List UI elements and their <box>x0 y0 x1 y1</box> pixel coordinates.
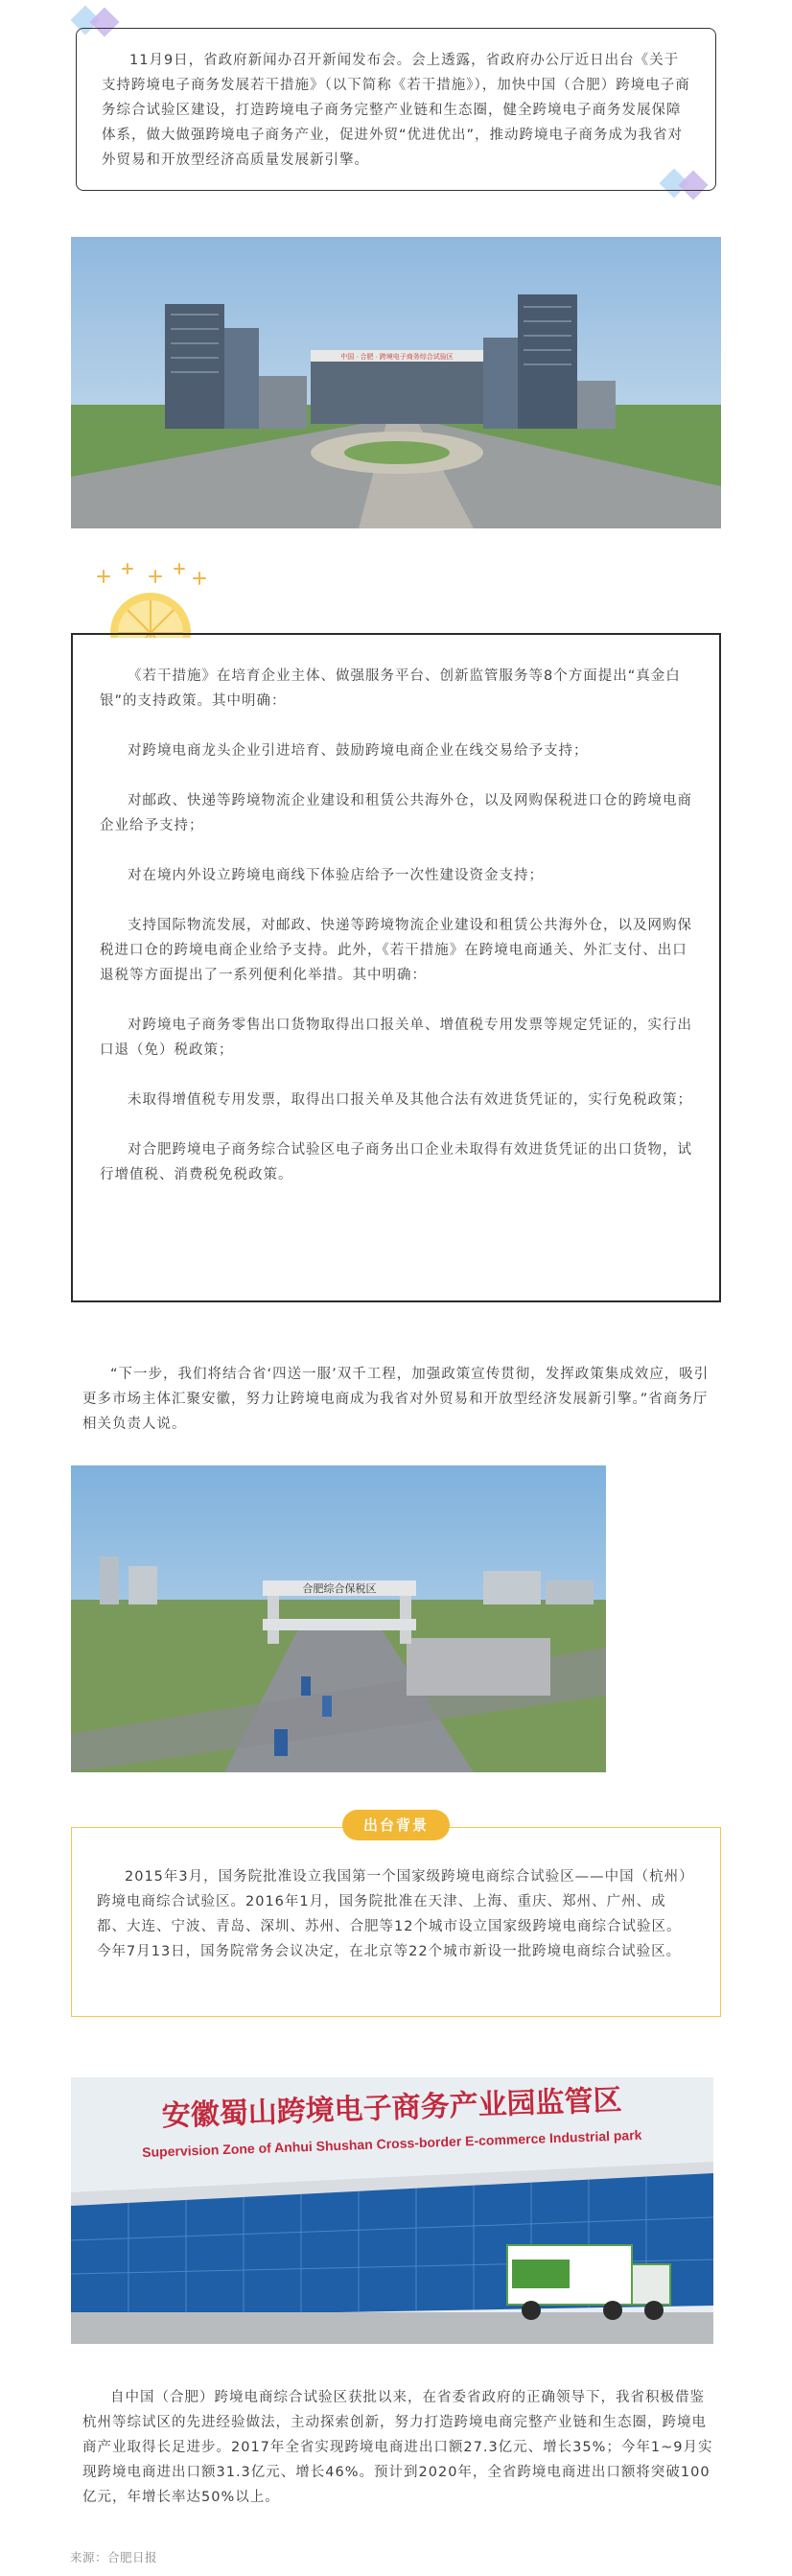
photo1-sign: 中国 · 合肥 · 跨境电子商务综合试验区 <box>340 354 454 361</box>
photo3-sign-en: Supervision Zone of Anhui Shushan Cross-border E-commerce Industrial park <box>141 2126 642 2161</box>
photo3-sign-cn: 安徽蜀山跨境电子商务产业园监管区 <box>161 2083 623 2134</box>
measures-paragraph: 未取得增值税专用发票，取得出口报关单及其他合法有效进货凭证的，实行免税政策； <box>128 1092 692 1108</box>
final-text: 自中国（合肥）跨境电商综合试验区获批以来，在省委省政府的正确领导下，我省积极借鉴杭州等综试区的先进经验做法，主动探索创新，努力打造跨境电商完整产业链和生态圈，跨境电商产业取得长足进步。2017年全省实现跨境电商进出口额27.3亿元、增长35%；今年1~9月实现跨境电商进出口额31.3亿元、增长46%。预计到2020年，全省跨境电商进出口额将突破100亿元，年增长率达50%以上。 <box>82 2390 713 2505</box>
intro-text: 11月9日，省政府新闻办召开新闻发布会。会上透露，省政府办公厅近日出台《关于支持跨境电子商务发展若干措施》（以下简称《若干措施》），加快中国（合肥）跨境电子商务综合试验区建设，打造跨境电子商务完整产业链和生态圈，健全跨境电子商务发展保障体系，做大做强跨境电子商务产业，促进外贸“优进优出”，推动跨境电子商务成为我省对外贸易和开放型经济高质量发展新引擎。 <box>102 53 690 168</box>
measures-paragraph: 对跨境电商龙头企业引进培育、鼓励跨境电商企业在线交易给予支持； <box>128 743 589 759</box>
measures-paragraph: 对合肥跨境电子商务综合试验区电子商务出口企业未取得有效进货凭证的出口货物，试行增值税、消费税免税政策。 <box>100 1142 692 1183</box>
measures-paragraph: 对邮政、快递等跨境物流企业建设和租赁公共海外仓，以及网购保税进口仓的跨境电商企业给予支持； <box>100 793 692 833</box>
final-block <box>82 2385 715 2510</box>
decor-sparkles <box>88 561 213 638</box>
quote-text: “下一步，我们将结合省‘四送一服’双千工程，加强政策宣传贯彻，发挥政策集成效应，吸引更多市场主体汇聚安徽，努力让跨境电商成为我省对外贸易和开放型经济发展新引擎。”省商务厅相关负责人说。 <box>82 1367 710 1432</box>
photo-bonded-zone-gate <box>71 1465 606 1772</box>
photo-zone-buildings <box>71 237 721 528</box>
background-badge: 出台背景 <box>342 1810 450 1840</box>
source-credit: 来源：合肥日报 <box>70 2550 158 2564</box>
photo2-sign: 合肥综合保税区 <box>302 1583 377 1595</box>
photo-shushan-zone <box>71 2077 713 2344</box>
measures-paragraph: 对在境内外设立跨境电商线下体验店给予一次性建设资金支持； <box>128 868 544 883</box>
quote-block <box>82 1362 715 1437</box>
measures-paragraph: 对跨境电子商务零售出口货物取得出口报关单、增值税专用发票等规定凭证的，实行出口退（免）税政策； <box>100 1018 692 1058</box>
intro-box <box>76 28 716 191</box>
background-text: 2015年3月，国务院批准设立我国第一个国家级跨境电商综合试验区——中国（杭州）跨境电商综合试验区。2016年1月，国务院批准在天津、上海、重庆、郑州、广州、成都、大连、宁波、青岛、深圳、苏州、合肥等12个城市设立国家级跨境电商综合试验区。今年7月13日，国务院常务会议决定，在北京等22个城市新设一批跨境电商综合试验区。 <box>97 1869 694 1959</box>
measures-box <box>71 633 721 1302</box>
measures-paragraph: 《若干措施》在培育企业主体、做强服务平台、创新监管服务等8个方面提出“真金白银”的支持政策。其中明确： <box>100 668 681 709</box>
background-box <box>71 1827 721 2017</box>
measures-paragraph: 支持国际物流发展，对邮政、快递等跨境物流企业建设和租赁公共海外仓，以及网购保税进口仓的跨境电商企业给予支持。此外，《若干措施》在跨境电商通关、外汇支付、出口退税等方面提出了一系列便利化举措。其中明确： <box>100 918 692 983</box>
